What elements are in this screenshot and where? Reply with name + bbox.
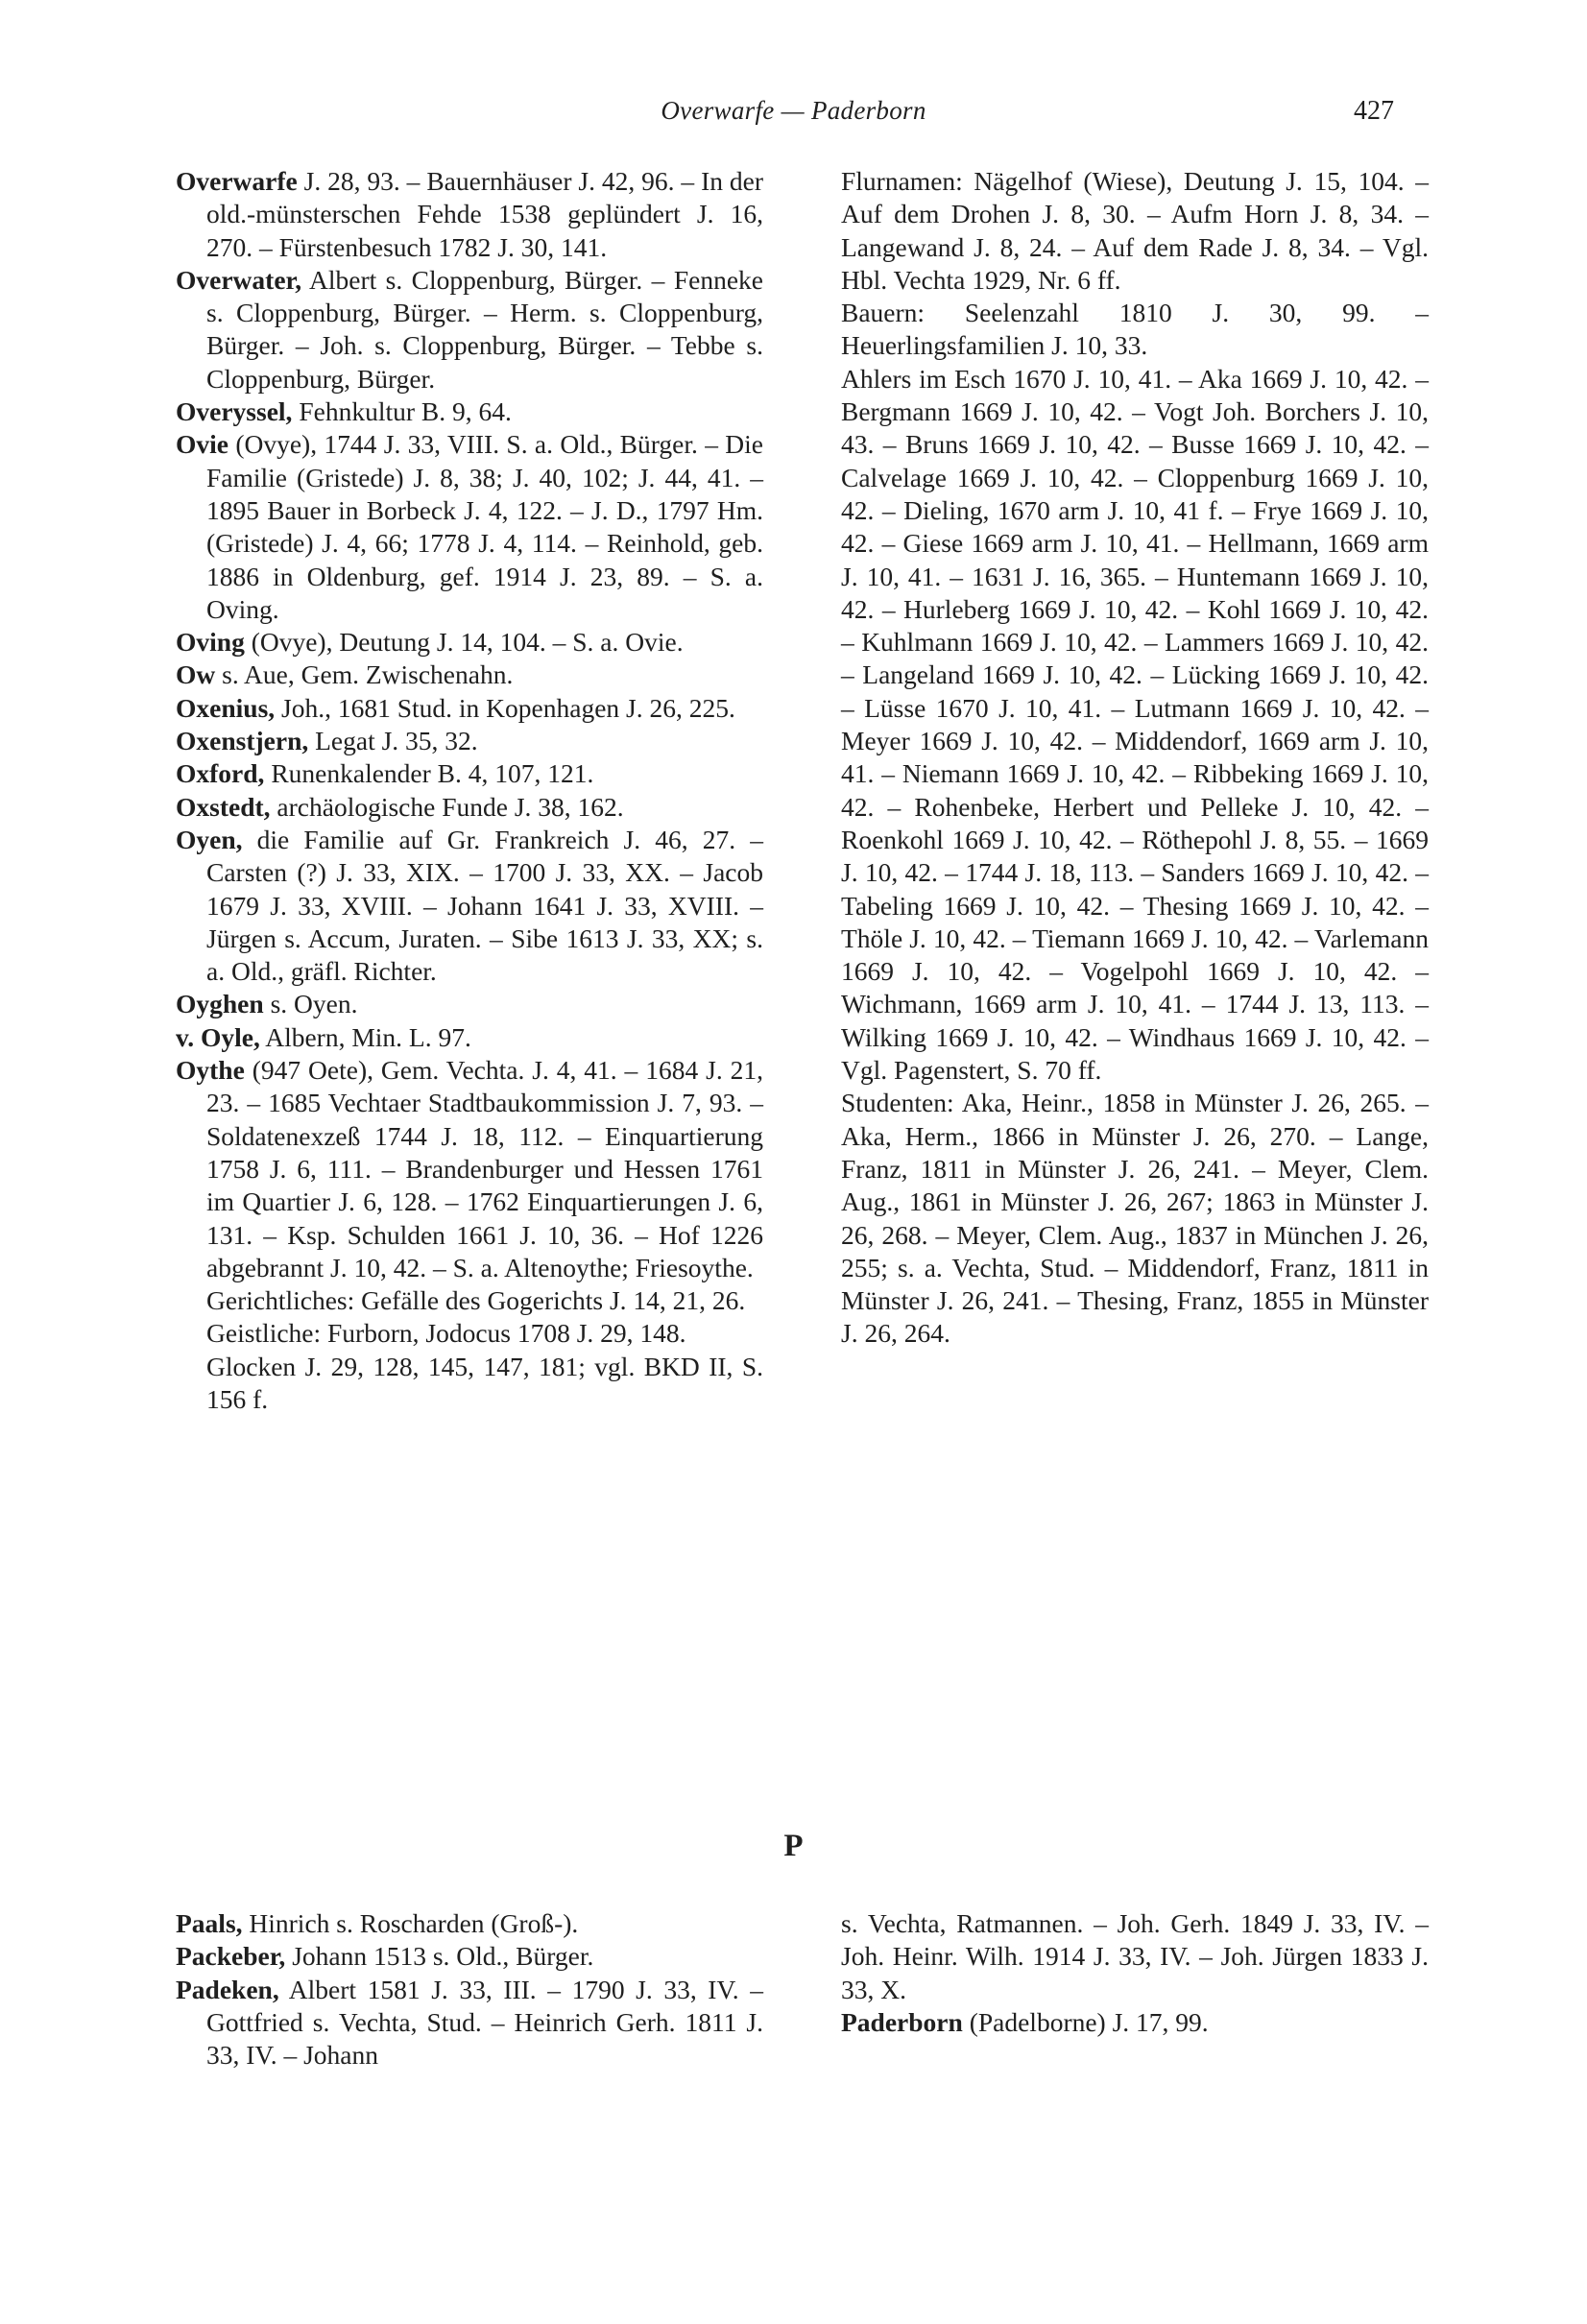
entry-headword: Oxstedt, [176, 791, 271, 822]
entry-text: Geistliche: Furborn, Jodocus 1708 J. 29, 148. [206, 1318, 686, 1349]
entry-text: s. Oyen. [263, 989, 358, 1019]
index-entry [176, 791, 763, 824]
entry-headword: Oythe [176, 1055, 245, 1086]
index-entry [841, 363, 1429, 1088]
entry-headword: Ovie [176, 429, 228, 460]
index-entry [176, 1054, 763, 1284]
entry-text: Gerichtliches: Gefälle des Gogerichts J. 14, 21, 26. [206, 1285, 746, 1316]
entry-text: Runenkalender B. 4, 107, 121. [264, 758, 594, 789]
index-entry [176, 1021, 763, 1054]
index-entry [176, 428, 763, 626]
index-entry [176, 1317, 763, 1350]
index-entry [176, 1284, 763, 1317]
running-title: Overwarfe — Paderborn [661, 96, 926, 125]
index-entry [176, 1974, 763, 2072]
entry-text: Albern, Min. L. 97. [259, 1021, 471, 1052]
left-column [176, 165, 763, 1416]
p-left-column [176, 1907, 763, 2072]
entry-text: Fehnkultur B. 9, 64. [292, 396, 512, 427]
entry-headword: Overwarfe [176, 166, 298, 196]
entry-headword: v. Oyle, [176, 1021, 260, 1052]
entry-headword: Oving [176, 627, 245, 658]
index-entry [841, 1087, 1429, 1350]
index-entry [841, 2006, 1429, 2039]
entry-text: Albert s. Cloppenburg, Bürger. – Fenneke s. Cloppenburg, Bürger. – Herm. s. Cloppenburg, Bürger. – Joh. s. Cloppenburg, Bürger. – Tebbe s. Cloppenburg, Bürger. [206, 264, 763, 394]
entry-text: Albert 1581 J. 33, III. – 1790 J. 33, IV. – Gottfried s. Vechta, Stud. – Heinrich Gerh. 1811 J. 33, IV. – Johann [206, 1974, 763, 2071]
entry-text: Joh., 1681 Stud. in Kopenhagen J. 26, 225. [275, 692, 735, 723]
p-right-column [841, 1907, 1429, 2039]
index-entry [176, 264, 763, 395]
entry-text: J. 28, 93. – Bauernhäuser J. 42, 96. – In der old.-münsterschen Fehde 1538 geplündert J. 16, 270. – Fürstenbesuch 1782 J. 30, 141. [206, 166, 763, 262]
index-entry [176, 1907, 763, 1940]
index-entry [176, 725, 763, 757]
entry-headword: Overyssel, [176, 396, 293, 427]
entry-headword: Paals, [176, 1908, 243, 1938]
entry-text: s. Aue, Gem. Zwischenahn. [215, 659, 514, 690]
entry-text: Johann 1513 s. Old., Bürger. [285, 1941, 594, 1972]
entry-headword: Oyen, [176, 824, 243, 854]
entry-text: Glocken J. 29, 128, 145, 147, 181; vgl. BKD II, S. 156 f. [206, 1351, 763, 1414]
index-entry [176, 395, 763, 428]
entry-text: Hinrich s. Roscharden (Groß-). [242, 1908, 579, 1938]
index-entry [176, 824, 763, 988]
entry-text: Bauern: Seelenzahl 1810 J. 30, 99. – Heuerlingsfamilien J. 10, 33. [841, 298, 1429, 361]
entry-text: (Padelborne) J. 17, 99. [962, 2006, 1209, 2037]
entry-text: Legat J. 35, 32. [308, 726, 478, 756]
entry-headword: Packeber, [176, 1941, 286, 1972]
entry-text: (Ovye), 1744 J. 33, VIII. S. a. Old., Bürger. – Die Familie (Gristede) J. 8, 38; J. 40, 102; J. 44, 41. – 1895 Bauer in Borbeck J. 4, 122. – J. D., 1797 Hm. (Gristede) J. 4, 66; 1778 J. 4, 114. – Reinhold, geb. 1886 in Oldenburg, gef. 1914 J. 23, 89. – S. a. Oving. [206, 429, 763, 624]
entry-headword: Oxenstjern, [176, 726, 309, 756]
entry-headword: Padeken, [176, 1974, 279, 2004]
index-entry [176, 1940, 763, 1973]
entry-headword: Paderborn [841, 2006, 963, 2037]
index-entry [176, 1351, 763, 1417]
index-entry [841, 1907, 1429, 2006]
index-entry [841, 297, 1429, 363]
index-entry [176, 626, 763, 659]
entry-headword: Ow [176, 659, 216, 690]
entry-headword: Oxenius, [176, 692, 276, 723]
entry-text: die Familie auf Gr. Frankreich J. 46, 27. – Carsten (?) J. 33, XIX. – 1700 J. 33, XX. – Jacob 1679 J. 33, XVIII. – Johann 1641 J. 33, XVIII. – Jürgen s. Accum, Juraten. – Sibe 1613 J. 33, XX; s. a. Old., gräfl. Richter. [206, 824, 763, 987]
entry-text: Flurnamen: Nägelhof (Wiese), Deutung J. 15, 104. – Auf dem Drohen J. 8, 30. – Aufm Horn J. 8, 34. – Langewand J. 8, 24. – Auf dem Rade J. 8, 34. – Vgl. Hbl. Vechta 1929, Nr. 6 ff. [841, 166, 1429, 295]
right-column [841, 165, 1429, 1351]
page-number: 427 [1354, 96, 1394, 126]
entry-text: archäologische Funde J. 38, 162. [270, 791, 624, 822]
index-entry [176, 988, 763, 1020]
index-entry [176, 757, 763, 790]
entry-text: Studenten: Aka, Heinr., 1858 in Münster J. 26, 265. – Aka, Herm., 1866 in Münster J. 26, 270. – Lange, Franz, 1811 in Münster J. 26, 241. – Meyer, Clem. Aug., 1861 in Münster J. 26, 267; 1863 in Münster J. 26, 268. – Meyer, Clem. Aug., 1837 in München J. 26, 255; s. a. Vechta, Stud. – Middendorf, Franz, 1811 in Münster J. 26, 241. – Thesing, Franz, 1855 in Münster J. 26, 264. [841, 1088, 1429, 1349]
index-entry [841, 165, 1429, 297]
entry-text: s. Vechta, Ratmannen. – Joh. Gerh. 1849 J. 33, IV. – Joh. Heinr. Wilh. 1914 J. 33, IV. – Joh. Jürgen 1833 J. 33, X. [841, 1908, 1429, 2004]
entry-headword: Oyghen [176, 989, 264, 1019]
section-letter: P [783, 1829, 804, 1863]
index-entry [176, 692, 763, 725]
entry-headword: Overwater, [176, 264, 302, 295]
entry-text: (947 Oete), Gem. Vechta. J. 4, 41. – 1684 J. 21, 23. – 1685 Vechtaer Stadtbaukommission J. 7, 93. – Soldatenexzeß 1744 J. 18, 112. – Einquartierung 1758 J. 6, 111. – Brandenburger und Hessen 1761 im Quartier J. 6, 128. – 1762 Einquartierungen J. 6, 131. – Ksp. Schulden 1661 J. 10, 36. – Hof 1226 abgebrannt J. 10, 42. – S. a. Altenoythe; Friesoythe. [206, 1055, 763, 1282]
entry-headword: Oxford, [176, 758, 265, 789]
index-entry [176, 165, 763, 264]
entry-text: (Ovye), Deutung J. 14, 104. – S. a. Ovie. [244, 627, 684, 658]
index-entry [176, 659, 763, 691]
entry-text: Ahlers im Esch 1670 J. 10, 41. – Aka 1669 J. 10, 42. – Bergmann 1669 J. 10, 42. – Vogt Joh. Borchers J. 10, 43. – Bruns 1669 J. 10, 42. – Busse 1669 J. 10, 42. – Calvelage 1669 J. 10, 42. – Cloppenburg 1669 J. 10, 42. – Dieling, 1670 arm J. 10, 41 f. – Frye 1669 J. 10, 42. – Giese 1669 arm J. 10, 41. – Hellmann, 1669 arm J. 10, 41. – 1631 J. 16, 365. – Huntemann 1669 J. 10, 42. – Hurleberg 1669 J. 10, 42. – Kohl 1669 J. 10, 42. – Kuhlmann 1669 J. 10, 42. – Lammers 1669 J. 10, 42. – Langeland 1669 J. 10, 42. – Lücking 1669 J. 10, 42. – Lüsse 1670 J. 10, 41. – Lutmann 1669 J. 10, 42. – Meyer 1669 J. 10, 42. – Middendorf, 1669 arm J. 10, 41. – Niemann 1669 J. 10, 42. – Ribbeking 1669 J. 10, 42. – Rohenbeke, Herbert und Pelleke J. 10, 42. – Roenkohl 1669 J. 10, 42. – Röthepohl J. 8, 55. – 1669 J. 10, 42. – 1744 J. 18, 113. – Sanders 1669 J. 10, 42. – Tabeling 1669 J. 10, 42. – Thesing 1669 J. 10, 42. – Thöle J. 10, 42. – Tiemann 1669 J. 10, 42. – Varlemann 1669 J. 10, 42. – Vogelpohl 1669 J. 10, 42. – Wichmann, 1669 arm J. 10, 41. – 1744 J. 13, 113. – Wilking 1669 J. 10, 42. – Windhaus 1669 J. 10, 42. – Vgl. Pagenstert, S. 70 ff. [841, 363, 1429, 1086]
